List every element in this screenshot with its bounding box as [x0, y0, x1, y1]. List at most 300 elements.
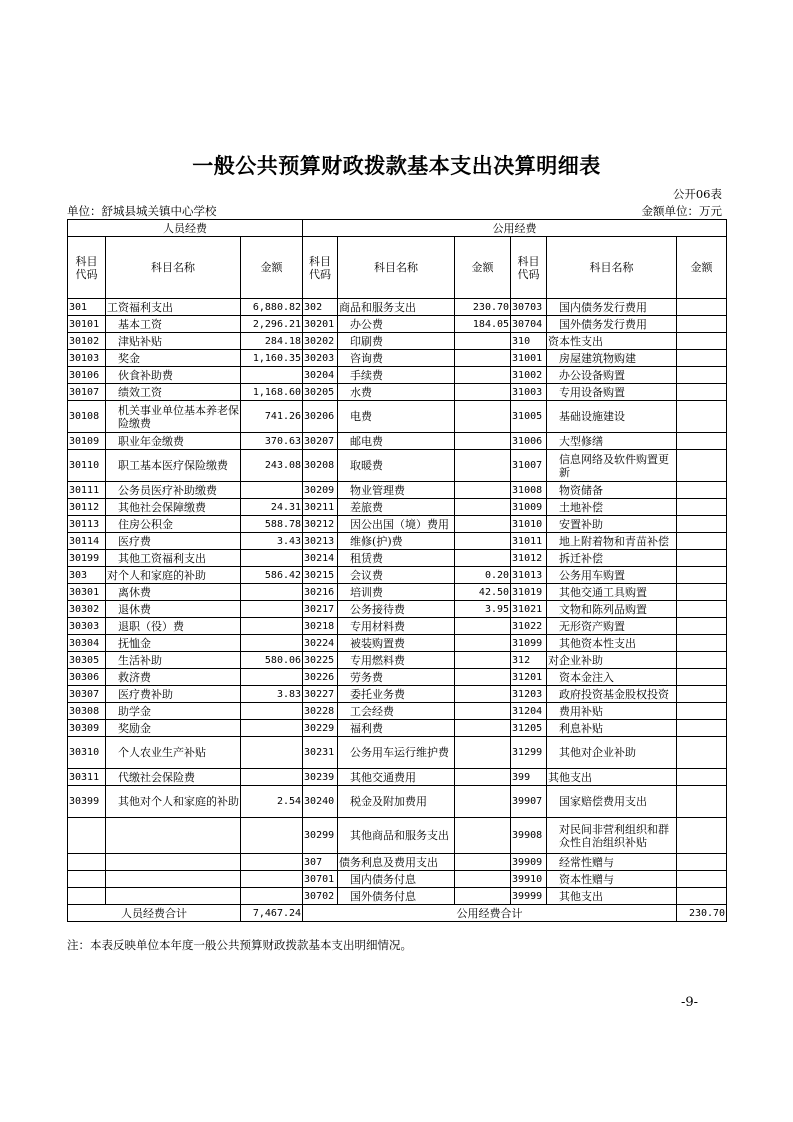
row-code: 30217: [303, 601, 338, 618]
row-name: 奖金: [106, 350, 241, 367]
row-name: 个人农业生产补贴: [106, 737, 241, 769]
row-amount: [677, 871, 727, 888]
row-code: 31299: [511, 737, 547, 769]
row-code: 30304: [68, 635, 106, 652]
col-header-name: 科目名称: [547, 237, 677, 299]
row-amount: 370.63: [241, 433, 303, 450]
row-name: 其他社会保障缴费: [106, 499, 241, 516]
row-name: 手续费: [338, 367, 455, 384]
row-code: 31005: [511, 401, 547, 433]
row-amount: [677, 550, 727, 567]
row-code: 31012: [511, 550, 547, 567]
table-row: [68, 669, 727, 686]
row-code: 30310: [68, 737, 106, 769]
table-row: [68, 584, 727, 601]
row-amount: [677, 516, 727, 533]
row-name: 税金及附加费用: [338, 786, 455, 818]
table-row: [68, 384, 727, 401]
row-name: 津贴补贴: [106, 333, 241, 350]
row-amount: [677, 786, 727, 818]
col-header-name: 科目名称: [106, 237, 241, 299]
row-amount: [677, 669, 727, 686]
row-name: [106, 888, 241, 905]
row-amount: [455, 384, 511, 401]
row-code: 30225: [303, 652, 338, 669]
row-name: 专用燃料费: [338, 652, 455, 669]
row-amount: [455, 786, 511, 818]
row-amount: 0.20: [455, 567, 511, 584]
row-code: 30102: [68, 333, 106, 350]
row-code: 30701: [303, 871, 338, 888]
row-name: 电费: [338, 401, 455, 433]
row-amount: [455, 367, 511, 384]
row-amount: 230.70: [455, 299, 511, 316]
table-row: [68, 316, 727, 333]
row-name: 医疗费补助: [106, 686, 241, 703]
row-amount: 284.18: [241, 333, 303, 350]
row-name: 公务用车运行维护费: [338, 737, 455, 769]
row-name: 其他商品和服务支出: [338, 818, 455, 854]
row-amount: [241, 737, 303, 769]
row-code: 30114: [68, 533, 106, 550]
row-code: 30239: [303, 769, 338, 786]
row-code: 30307: [68, 686, 106, 703]
row-code: [68, 818, 106, 854]
row-amount: [455, 652, 511, 669]
col-header-code: 科目 代码: [68, 237, 106, 299]
row-name: 债务利息及费用支出: [338, 854, 455, 871]
row-code: 39999: [511, 888, 547, 905]
row-code: 30231: [303, 737, 338, 769]
footnote: 注：本表反映单位本年度一般公共预算财政拨款基本支出明细情况。: [67, 938, 412, 952]
row-code: 39908: [511, 818, 547, 854]
money-unit-label: 金额单位：万元: [641, 204, 722, 218]
row-code: 30218: [303, 618, 338, 635]
row-code: 30103: [68, 350, 106, 367]
row-amount: [455, 350, 511, 367]
personnel-total-amount: 7,467.24: [241, 905, 303, 922]
row-name: 工会经费: [338, 703, 455, 720]
row-code: 31007: [511, 450, 547, 482]
row-code: 30110: [68, 450, 106, 482]
row-name: 无形资产购置: [547, 618, 677, 635]
row-name: 维修(护)费: [338, 533, 455, 550]
row-code: 39910: [511, 871, 547, 888]
row-code: 30703: [511, 299, 547, 316]
row-code: [68, 888, 106, 905]
row-amount: [677, 333, 727, 350]
table-row: [68, 737, 727, 769]
row-code: 30111: [68, 482, 106, 499]
row-amount: [455, 888, 511, 905]
row-name: 其他对个人和家庭的补助: [106, 786, 241, 818]
table-body: [68, 299, 727, 905]
row-code: 31204: [511, 703, 547, 720]
row-name: 资本性赠与: [547, 871, 677, 888]
row-name: 其他支出: [547, 888, 677, 905]
row-code: 30224: [303, 635, 338, 652]
row-amount: 2,296.21: [241, 316, 303, 333]
row-code: 30107: [68, 384, 106, 401]
public-total-amount: 230.70: [677, 905, 727, 922]
table-row: [68, 686, 727, 703]
row-name: 公务员医疗补助缴费: [106, 482, 241, 499]
row-code: 30303: [68, 618, 106, 635]
col-header-amount: 金额: [241, 237, 303, 299]
row-amount: [455, 401, 511, 433]
row-name: 对个人和家庭的补助: [106, 567, 241, 584]
personnel-total-label: 人员经费合计: [68, 905, 241, 922]
row-name: 国内债务付息: [338, 871, 455, 888]
row-name: 会议费: [338, 567, 455, 584]
row-name: 物业管理费: [338, 482, 455, 499]
row-code: 31008: [511, 482, 547, 499]
row-name: 其他交通工具购置: [547, 584, 677, 601]
row-code: 30112: [68, 499, 106, 516]
row-name: 奖励金: [106, 720, 241, 737]
row-name: 医疗费: [106, 533, 241, 550]
row-name: 地上附着物和青苗补偿: [547, 533, 677, 550]
row-code: 31099: [511, 635, 547, 652]
col-header-name: 科目名称: [338, 237, 455, 299]
row-code: 30108: [68, 401, 106, 433]
row-amount: [455, 703, 511, 720]
row-amount: [241, 482, 303, 499]
row-name: 利息补贴: [547, 720, 677, 737]
row-code: 30399: [68, 786, 106, 818]
row-code: 30305: [68, 652, 106, 669]
row-amount: [455, 433, 511, 450]
table-row: [68, 871, 727, 888]
row-code: 30311: [68, 769, 106, 786]
row-amount: [677, 482, 727, 499]
row-code: 31002: [511, 367, 547, 384]
row-name: 退休费: [106, 601, 241, 618]
row-code: 31013: [511, 567, 547, 584]
row-name: 土地补偿: [547, 499, 677, 516]
row-amount: 1,168.60: [241, 384, 303, 401]
row-code: 31019: [511, 584, 547, 601]
row-name: 商品和服务支出: [338, 299, 455, 316]
row-code: 31009: [511, 499, 547, 516]
table-row: [68, 567, 727, 584]
row-amount: [241, 769, 303, 786]
row-code: 312: [511, 652, 547, 669]
row-amount: [677, 316, 727, 333]
row-code: 30206: [303, 401, 338, 433]
row-amount: [455, 550, 511, 567]
row-amount: [677, 367, 727, 384]
table-row: [68, 635, 727, 652]
row-amount: [677, 450, 727, 482]
unit-label: 单位：舒城县城关镇中心学校: [67, 204, 217, 218]
row-amount: [677, 384, 727, 401]
group-header-public: 公用经费: [303, 220, 727, 237]
row-amount: [677, 433, 727, 450]
row-name: 专用材料费: [338, 618, 455, 635]
table-row: [68, 367, 727, 384]
row-code: 30301: [68, 584, 106, 601]
row-code: [68, 854, 106, 871]
col-header-code: 科目 代码: [303, 237, 338, 299]
row-name: 信息网络及软件购置更新: [547, 450, 677, 482]
row-amount: [677, 854, 727, 871]
row-amount: [677, 720, 727, 737]
row-name: 水费: [338, 384, 455, 401]
row-code: 30215: [303, 567, 338, 584]
row-amount: 741.26: [241, 401, 303, 433]
row-amount: [677, 686, 727, 703]
row-name: 伙食补助费: [106, 367, 241, 384]
row-amount: [677, 818, 727, 854]
row-name: 资本性支出: [547, 333, 677, 350]
row-name: 拆迁补偿: [547, 550, 677, 567]
group-header-personnel: 人员经费: [68, 220, 303, 237]
row-amount: [677, 652, 727, 669]
row-name: 其他对企业补助: [547, 737, 677, 769]
row-code: 30229: [303, 720, 338, 737]
row-amount: [455, 333, 511, 350]
row-amount: [241, 635, 303, 652]
public-total-label: 公用经费合计: [303, 905, 677, 922]
row-amount: 588.78: [241, 516, 303, 533]
row-amount: [677, 533, 727, 550]
row-code: 30302: [68, 601, 106, 618]
table-row: [68, 769, 727, 786]
row-amount: [241, 818, 303, 854]
row-code: 30101: [68, 316, 106, 333]
page-title: 一般公共预算财政拨款基本支出决算明细表: [192, 153, 601, 178]
row-code: 30306: [68, 669, 106, 686]
row-amount: [455, 737, 511, 769]
row-name: 公务用车购置: [547, 567, 677, 584]
row-amount: [241, 669, 303, 686]
table-row: [68, 299, 727, 316]
row-amount: [455, 533, 511, 550]
row-code: 39909: [511, 854, 547, 871]
row-name: 住房公积金: [106, 516, 241, 533]
row-amount: 243.08: [241, 450, 303, 482]
row-code: 399: [511, 769, 547, 786]
row-name: 抚恤金: [106, 635, 241, 652]
row-name: [106, 818, 241, 854]
row-name: 被装购置费: [338, 635, 455, 652]
row-amount: 1,160.35: [241, 350, 303, 367]
row-code: 30214: [303, 550, 338, 567]
row-amount: [455, 482, 511, 499]
row-amount: [677, 601, 727, 618]
row-name: 差旅费: [338, 499, 455, 516]
row-name: 办公费: [338, 316, 455, 333]
row-name: 机关事业单位基本养老保险缴费: [106, 401, 241, 433]
row-name: [106, 854, 241, 871]
row-amount: [677, 499, 727, 516]
row-amount: [677, 401, 727, 433]
row-name: 取暖费: [338, 450, 455, 482]
row-amount: [455, 499, 511, 516]
row-amount: [455, 516, 511, 533]
row-name: 对企业补助: [547, 652, 677, 669]
row-code: 30205: [303, 384, 338, 401]
row-code: 30216: [303, 584, 338, 601]
row-amount: [455, 871, 511, 888]
row-amount: [455, 854, 511, 871]
expenditure-table: [67, 219, 727, 922]
row-code: 30228: [303, 703, 338, 720]
row-amount: [677, 567, 727, 584]
row-amount: [241, 703, 303, 720]
row-amount: 3.83: [241, 686, 303, 703]
row-code: 307: [303, 854, 338, 871]
row-name: 国外债务发行费用: [547, 316, 677, 333]
row-name: [106, 871, 241, 888]
row-code: 30207: [303, 433, 338, 450]
row-amount: [241, 550, 303, 567]
row-amount: [241, 888, 303, 905]
row-code: 30211: [303, 499, 338, 516]
row-amount: 42.50: [455, 584, 511, 601]
row-amount: [677, 703, 727, 720]
row-name: 邮电费: [338, 433, 455, 450]
row-amount: [677, 584, 727, 601]
row-name: 国家赔偿费用支出: [547, 786, 677, 818]
row-name: 物资储备: [547, 482, 677, 499]
row-name: 费用补贴: [547, 703, 677, 720]
row-amount: [455, 450, 511, 482]
row-code: 301: [68, 299, 106, 316]
row-code: 30106: [68, 367, 106, 384]
row-code: 31203: [511, 686, 547, 703]
row-amount: 3.95: [455, 601, 511, 618]
row-name: 政府投资基金股权投资: [547, 686, 677, 703]
row-name: 办公设备购置: [547, 367, 677, 384]
row-name: 资本金注入: [547, 669, 677, 686]
row-amount: [455, 618, 511, 635]
row-code: 30309: [68, 720, 106, 737]
table-row: [68, 888, 727, 905]
row-code: 31006: [511, 433, 547, 450]
row-amount: [455, 720, 511, 737]
row-code: 30704: [511, 316, 547, 333]
table-row: [68, 652, 727, 669]
row-amount: [677, 635, 727, 652]
row-code: 31011: [511, 533, 547, 550]
row-amount: 24.31: [241, 499, 303, 516]
row-amount: 6,880.82: [241, 299, 303, 316]
row-code: 31010: [511, 516, 547, 533]
row-code: 30308: [68, 703, 106, 720]
row-name: 退职（役）费: [106, 618, 241, 635]
row-amount: [677, 888, 727, 905]
row-code: 30204: [303, 367, 338, 384]
row-name: 专用设备购置: [547, 384, 677, 401]
table-row: [68, 401, 727, 433]
row-code: 302: [303, 299, 338, 316]
row-name: 劳务费: [338, 669, 455, 686]
row-amount: [241, 601, 303, 618]
row-amount: [677, 299, 727, 316]
row-name: 安置补助: [547, 516, 677, 533]
table-row: [68, 450, 727, 482]
row-amount: [677, 618, 727, 635]
row-amount: [677, 737, 727, 769]
row-amount: [241, 854, 303, 871]
row-amount: [455, 686, 511, 703]
row-code: 303: [68, 567, 106, 584]
row-name: 基本工资: [106, 316, 241, 333]
row-code: 30208: [303, 450, 338, 482]
row-name: 职工基本医疗保险缴费: [106, 450, 241, 482]
row-code: 30203: [303, 350, 338, 367]
table-row: [68, 350, 727, 367]
row-name: 代缴社会保险费: [106, 769, 241, 786]
table-row: [68, 818, 727, 854]
row-name: 文物和陈列品购置: [547, 601, 677, 618]
page-number: -9-: [680, 995, 698, 1010]
row-code: 30201: [303, 316, 338, 333]
row-name: 国内债务发行费用: [547, 299, 677, 316]
table-row: [68, 601, 727, 618]
row-code: 30299: [303, 818, 338, 854]
table-row: [68, 720, 727, 737]
row-code: 30212: [303, 516, 338, 533]
table-row: [68, 854, 727, 871]
table-row: [68, 533, 727, 550]
row-name: 租赁费: [338, 550, 455, 567]
row-amount: [677, 769, 727, 786]
table-row: [68, 618, 727, 635]
table-row: [68, 482, 727, 499]
row-name: 其他工资福利支出: [106, 550, 241, 567]
col-header-amount: 金额: [677, 237, 727, 299]
row-code: 30240: [303, 786, 338, 818]
row-amount: [455, 818, 511, 854]
row-code: 310: [511, 333, 547, 350]
row-name: 委托业务费: [338, 686, 455, 703]
row-code: [68, 871, 106, 888]
row-name: 助学金: [106, 703, 241, 720]
form-number: 公开06表: [672, 187, 722, 201]
row-name: 培训费: [338, 584, 455, 601]
row-code: 30227: [303, 686, 338, 703]
row-code: 30199: [68, 550, 106, 567]
row-name: 其他支出: [547, 769, 677, 786]
row-name: 绩效工资: [106, 384, 241, 401]
row-amount: [677, 350, 727, 367]
col-header-code: 科目 代码: [511, 237, 547, 299]
row-amount: [455, 769, 511, 786]
row-name: 福利费: [338, 720, 455, 737]
row-name: 公务接待费: [338, 601, 455, 618]
row-name: 工资福利支出: [106, 299, 241, 316]
row-name: 其他交通费用: [338, 769, 455, 786]
row-amount: [241, 720, 303, 737]
row-name: 基础设施建设: [547, 401, 677, 433]
row-code: 30202: [303, 333, 338, 350]
table-row: [68, 516, 727, 533]
row-amount: [241, 871, 303, 888]
row-name: 印刷费: [338, 333, 455, 350]
row-code: 31001: [511, 350, 547, 367]
row-code: 30113: [68, 516, 106, 533]
row-code: 31022: [511, 618, 547, 635]
row-name: 大型修缮: [547, 433, 677, 450]
row-amount: [455, 635, 511, 652]
row-name: 职业年金缴费: [106, 433, 241, 450]
row-amount: 2.54: [241, 786, 303, 818]
row-name: 救济费: [106, 669, 241, 686]
row-code: 31003: [511, 384, 547, 401]
